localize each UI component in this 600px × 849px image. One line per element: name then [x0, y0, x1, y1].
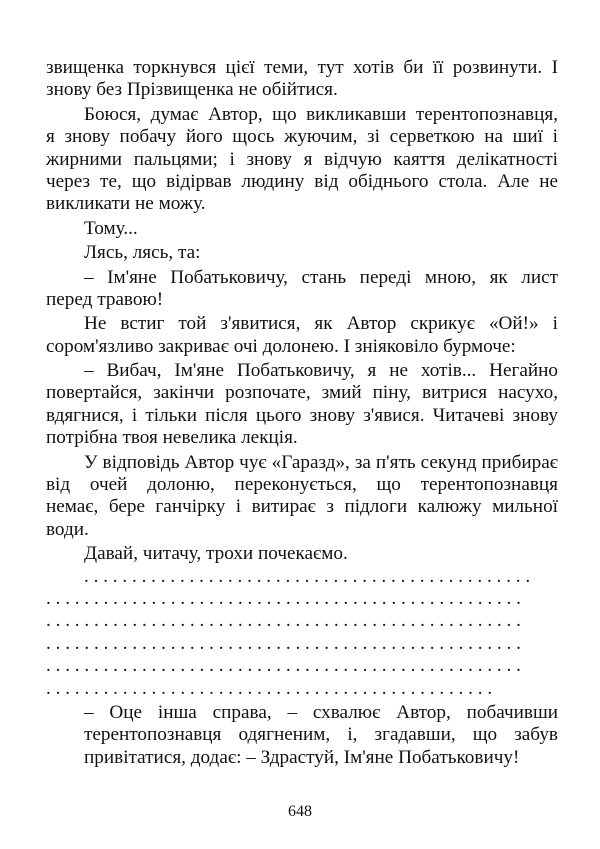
ellipsis-line: . . . . . . . . . . . . . . . . . . . . . . . . . . . . . . . . . . . . . . . . . . . . . . . . . .: [46, 632, 521, 654]
text-line: потрібна твоя невелика лекція.: [46, 427, 298, 449]
ellipsis-line: . . . . . . . . . . . . . . . . . . . . . . . . . . . . . . . . . . . . . . . . . . . . . . .: [84, 565, 531, 587]
text-line: Боюся, думає Автор, що викликавши терентопознавця,: [84, 103, 558, 125]
text-line: Не встиг той з'явитися, як Автор скрикує «Ой!» і: [84, 313, 558, 335]
text-line: перед травою!: [46, 288, 164, 310]
text-line: жирними пальцями; і знову я відчую каяття делікатності: [46, 148, 558, 170]
text-line: повертайся, закінчи розпочате, змий піну, витрися насухо,: [46, 382, 558, 404]
ellipsis-line: . . . . . . . . . . . . . . . . . . . . . . . . . . . . . . . . . . . . . . . . . . . . . . . . . .: [46, 587, 521, 609]
final-paragraph: – Оце інша справа, – схвалює Автор, побачивши терентопознавця одягненим, і, згадавши, що забув привітатися, додає: – Здрастуй, Ім'яне Побатьковичу!: [84, 701, 558, 768]
text-line: – Вибач, Ім'яне Побатьковичу, я не хотів... Негайно: [84, 360, 558, 382]
text-line: вдягнися, і тільки після цього знову з'явися. Читачеві знову: [46, 404, 558, 426]
text-line: Лясь, лясь, та:: [84, 242, 201, 264]
text-line: немає, бере ганчірку і витирає з підлоги калюжу мильної: [46, 496, 558, 518]
text-line: звищенка торкнувся цієї теми, тут хотів би її розвинути. І: [46, 57, 558, 78]
page-number: 648: [288, 803, 312, 820]
text-line: води.: [46, 518, 89, 540]
text-line: від очей долоню, переконується, що терентопознавця: [46, 474, 558, 496]
book-page-text: [46, 57, 558, 769]
text-line: У відповідь Автор чує «Гаразд», за п'ять секунд прибирає: [84, 451, 558, 473]
text-line: через те, що відірвав людину від обіднього стола. Але не: [46, 170, 558, 192]
ellipsis-line: . . . . . . . . . . . . . . . . . . . . . . . . . . . . . . . . . . . . . . . . . . . . . . . . . .: [46, 655, 521, 677]
text-line: – Ім'яне Побатьковичу, стань переді мною, як лист: [84, 266, 558, 288]
text-line: сором'язливо закриває очі долонею. І зніяковіло бурмоче:: [46, 335, 516, 357]
ellipsis-line: . . . . . . . . . . . . . . . . . . . . . . . . . . . . . . . . . . . . . . . . . . . . . . .: [46, 677, 493, 699]
text-line: викликати не можу.: [46, 193, 206, 215]
text-line: Тому...: [84, 217, 138, 239]
text-line: Давай, читачу, трохи почекаємо.: [84, 543, 348, 565]
text-line: знову без Прізвищенка не обійтися.: [46, 79, 338, 101]
ellipsis-line: . . . . . . . . . . . . . . . . . . . . . . . . . . . . . . . . . . . . . . . . . . . . . . . . . .: [46, 610, 521, 632]
text-line: я знову побачу його щось жуючим, зі серветкою на шиї і: [46, 126, 558, 148]
